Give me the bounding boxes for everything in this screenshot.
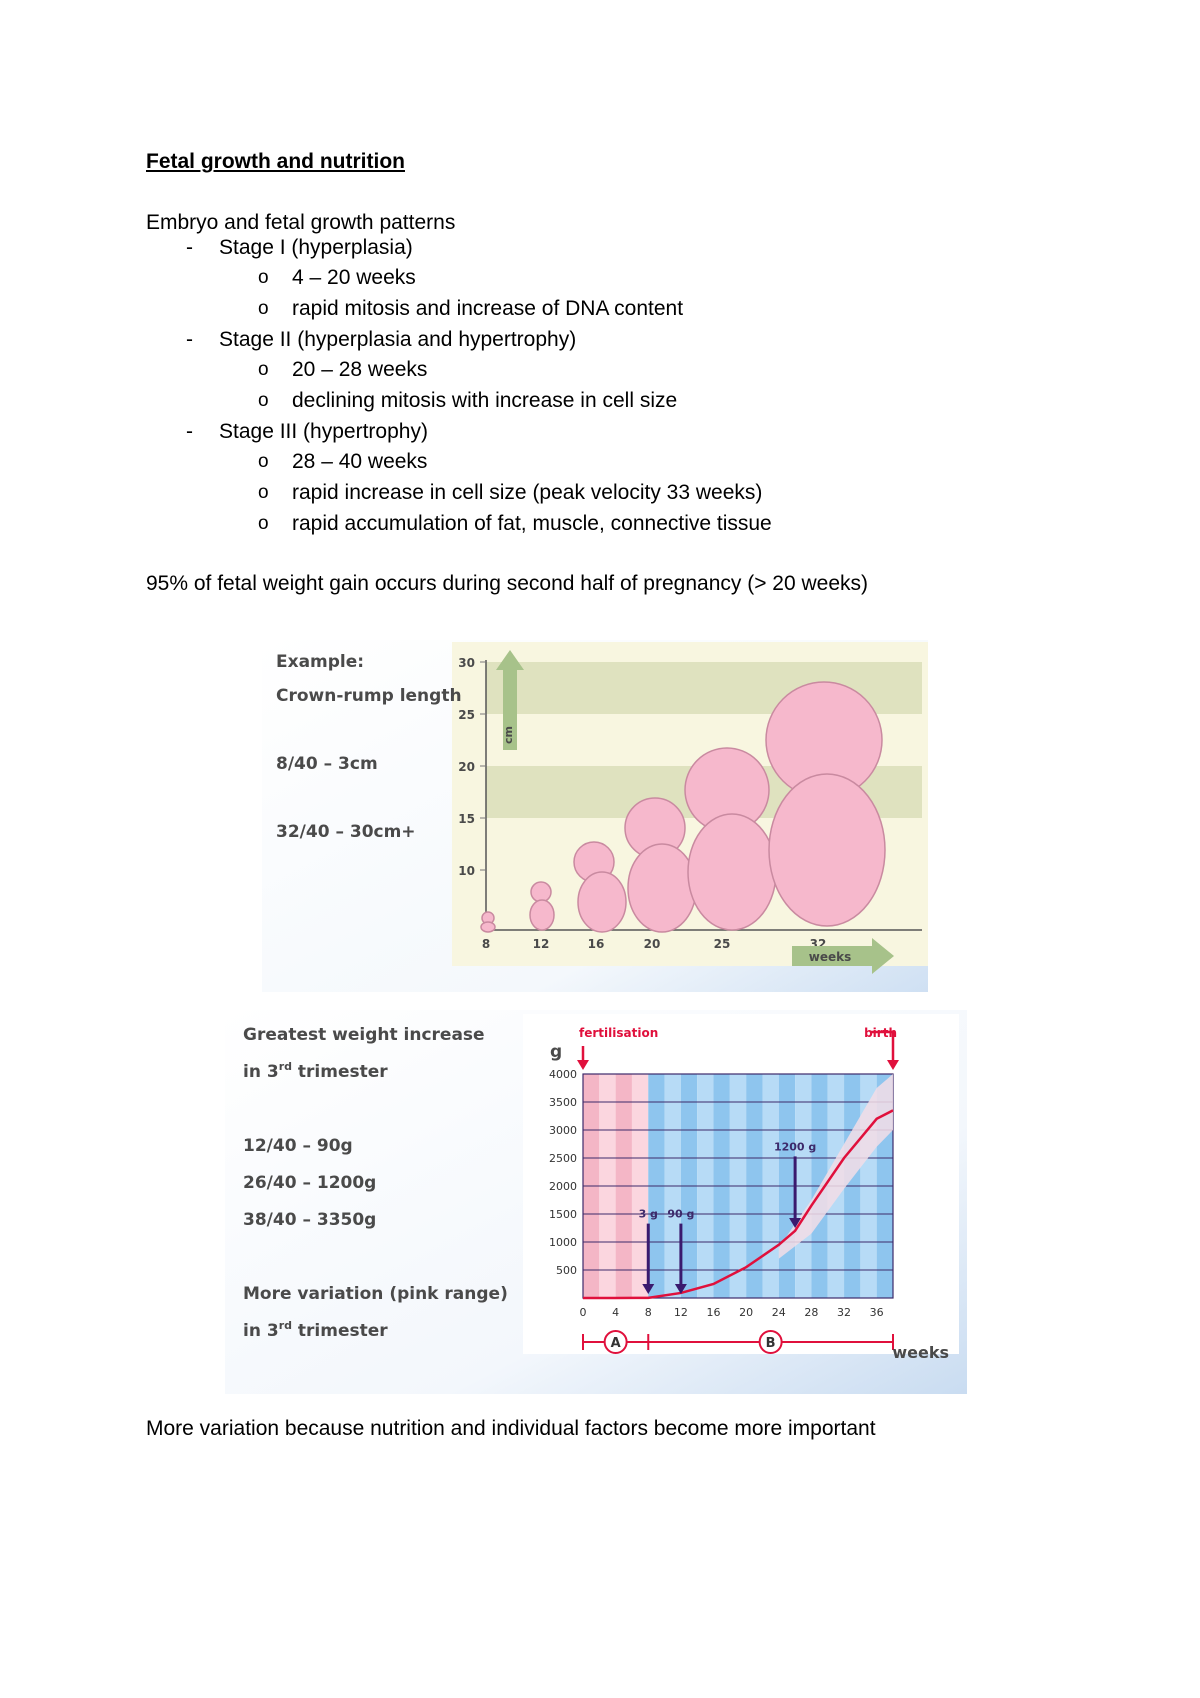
list-dash: - xyxy=(186,328,193,351)
annotation-label: 90 g xyxy=(667,1207,695,1221)
stage-3-point: 28 – 40 weeks xyxy=(292,450,428,473)
list-bullet: o xyxy=(258,359,269,380)
x-tick: 12 xyxy=(673,1306,688,1319)
x-tick: 24 xyxy=(771,1306,786,1319)
fertilisation-label: fertilisation xyxy=(579,1026,659,1040)
page-title: Fetal growth and nutrition xyxy=(146,150,405,173)
annotation-label: 1200 g xyxy=(773,1140,817,1154)
list-dash: - xyxy=(186,236,193,259)
y-unit: cm xyxy=(502,726,515,744)
fig2-note: in 3rd trimester xyxy=(243,1319,388,1341)
fig1-note: Crown-rump length xyxy=(276,686,462,706)
x-tick: 20 xyxy=(739,1306,754,1319)
x-tick: 20 xyxy=(643,937,661,951)
stage-2-point: 20 – 28 weeks xyxy=(292,358,428,381)
x-tick: 32 xyxy=(837,1306,852,1319)
y-tick: 20 xyxy=(458,760,475,774)
list-bullet: o xyxy=(258,451,269,472)
section-subtitle: Embryo and fetal growth patterns xyxy=(146,211,456,234)
y-tick: 2500 xyxy=(549,1152,577,1165)
birth-label: birth xyxy=(864,1026,897,1040)
fig2-note: 12/40 – 90g xyxy=(243,1136,353,1156)
list-bullet: o xyxy=(258,267,269,288)
fetus-icon xyxy=(481,912,495,932)
fig2-note: 26/40 – 1200g xyxy=(243,1173,377,1193)
closing-note: More variation because nutrition and individual factors become more important xyxy=(146,1417,876,1440)
fetus-icon xyxy=(685,748,776,930)
list-bullet: o xyxy=(258,298,269,319)
y-tick: 10 xyxy=(458,864,475,878)
x-unit: weeks xyxy=(892,1343,949,1362)
fig2-note: More variation (pink range) xyxy=(243,1284,508,1304)
weight-gain-note: 95% of fetal weight gain occurs during second half of pregnancy (> 20 weeks) xyxy=(146,572,869,595)
y-tick: 3500 xyxy=(549,1096,577,1109)
y-tick: 25 xyxy=(458,708,475,722)
x-tick: 16 xyxy=(587,937,605,951)
list-bullet: o xyxy=(258,513,269,534)
stage-3-point: rapid increase in cell size (peak velocity 33 weeks) xyxy=(292,481,763,504)
y-tick: 3000 xyxy=(549,1124,577,1137)
phase-b-label: B xyxy=(765,1336,776,1351)
fig2-note: 38/40 – 3350g xyxy=(243,1210,377,1230)
stage-1-label: Stage I (hyperplasia) xyxy=(219,236,413,259)
list-dash: - xyxy=(186,420,193,443)
stage-3-point: rapid accumulation of fat, muscle, connective tissue xyxy=(292,512,772,535)
y-tick: 4000 xyxy=(549,1068,577,1081)
fig2-note: in 3rd trimester xyxy=(243,1060,388,1082)
crown-rump-figure xyxy=(262,640,928,992)
x-tick: 8 xyxy=(481,937,491,951)
fetus-icon xyxy=(766,682,885,926)
annotation-label: 3 g xyxy=(638,1207,658,1221)
fetus-icon xyxy=(530,882,554,930)
fig1-note: 8/40 – 3cm xyxy=(276,754,378,774)
x-tick: 4 xyxy=(612,1306,620,1319)
stage-2-label: Stage II (hyperplasia and hypertrophy) xyxy=(219,328,577,351)
x-tick: 25 xyxy=(713,937,731,951)
y-tick: 30 xyxy=(458,656,475,670)
y-tick: 15 xyxy=(458,812,475,826)
x-unit: weeks xyxy=(808,950,852,964)
fig1-note: Example: xyxy=(276,652,365,672)
phase-a-label: A xyxy=(610,1336,621,1351)
x-tick: 8 xyxy=(644,1306,652,1319)
x-tick: 12 xyxy=(532,937,550,951)
y-unit: g xyxy=(550,1042,563,1062)
x-tick: 0 xyxy=(579,1306,587,1319)
y-tick: 500 xyxy=(556,1264,577,1277)
x-tick: 16 xyxy=(706,1306,721,1319)
stage-1-point: 4 – 20 weeks xyxy=(292,266,416,289)
stage-3-label: Stage III (hypertrophy) xyxy=(219,420,428,443)
fig2-note: Greatest weight increase xyxy=(243,1025,485,1045)
x-tick: 32 xyxy=(809,937,827,951)
list-bullet: o xyxy=(258,482,269,503)
y-tick: 1500 xyxy=(549,1208,577,1221)
y-tick: 1000 xyxy=(549,1236,577,1249)
weight-gain-figure xyxy=(225,1010,967,1394)
x-tick: 36 xyxy=(869,1306,884,1319)
y-tick: 2000 xyxy=(549,1180,577,1193)
list-bullet: o xyxy=(258,390,269,411)
stage-1-point: rapid mitosis and increase of DNA content xyxy=(292,297,684,320)
x-tick: 28 xyxy=(804,1306,819,1319)
fig1-note: 32/40 – 30cm+ xyxy=(276,822,416,842)
stage-2-point: declining mitosis with increase in cell size xyxy=(292,389,678,412)
